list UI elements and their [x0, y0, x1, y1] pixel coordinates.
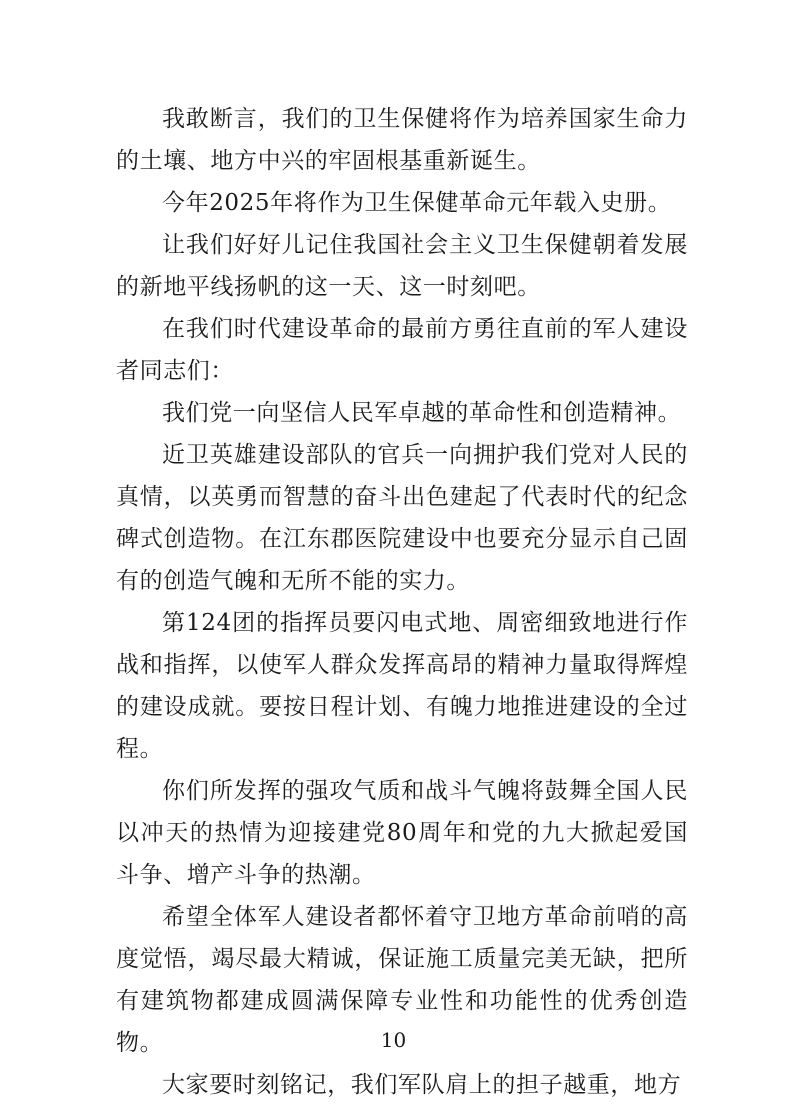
- paragraph: 希望全体军人建设者都怀着守卫地方革命前哨的高度觉悟，竭尽最大精诚，保证施工质量完美无缺，把所有建筑物都建成圆满保障专业性和功能性的优秀创造物。: [116, 904, 688, 1056]
- paragraph: 第124团的指挥员要闪电式地、周密细致地进行作战和指挥，以使军人群众发挥高昂的精神力量取得辉煌的建设成就。要按日程计划、有魄力地推进建设的全过程。: [116, 610, 688, 762]
- paragraph: 我们党一向坚信人民军卓越的革命性和创造精神。: [162, 400, 682, 426]
- paragraph: 让我们好好儿记住我国社会主义卫生保健朝着发展的新地平线扬帆的这一天、这一时刻吧。: [116, 232, 688, 300]
- body-text: [116, 98, 688, 1106]
- paragraph: 我敢断言，我们的卫生保健将作为培养国家生命力的土壤、地方中兴的牢固根基重新诞生。: [116, 106, 688, 174]
- paragraph: 在我们时代建设革命的最前方勇往直前的军人建设者同志们：: [116, 316, 688, 384]
- paragraph: 今年2025年将作为卫生保健革命元年载入史册。: [162, 190, 672, 216]
- paragraph: 近卫英雄建设部队的官兵一向拥护我们党对人民的真情，以英勇而智慧的奋斗出色建起了代表时代的纪念碑式创造物。在江东郡医院建设中也要充分显示自己固有的创造气魄和无所不能的实力。: [116, 442, 688, 594]
- paragraph: 大家要时刻铭记，我们军队肩上的担子越重，地方: [162, 1072, 682, 1098]
- page-number: 10: [380, 1028, 407, 1052]
- paragraph: 你们所发挥的强攻气质和战斗气魄将鼓舞全国人民以冲天的热情为迎接建党80周年和党的九大掀起爱国斗争、增产斗争的热潮。: [116, 778, 688, 888]
